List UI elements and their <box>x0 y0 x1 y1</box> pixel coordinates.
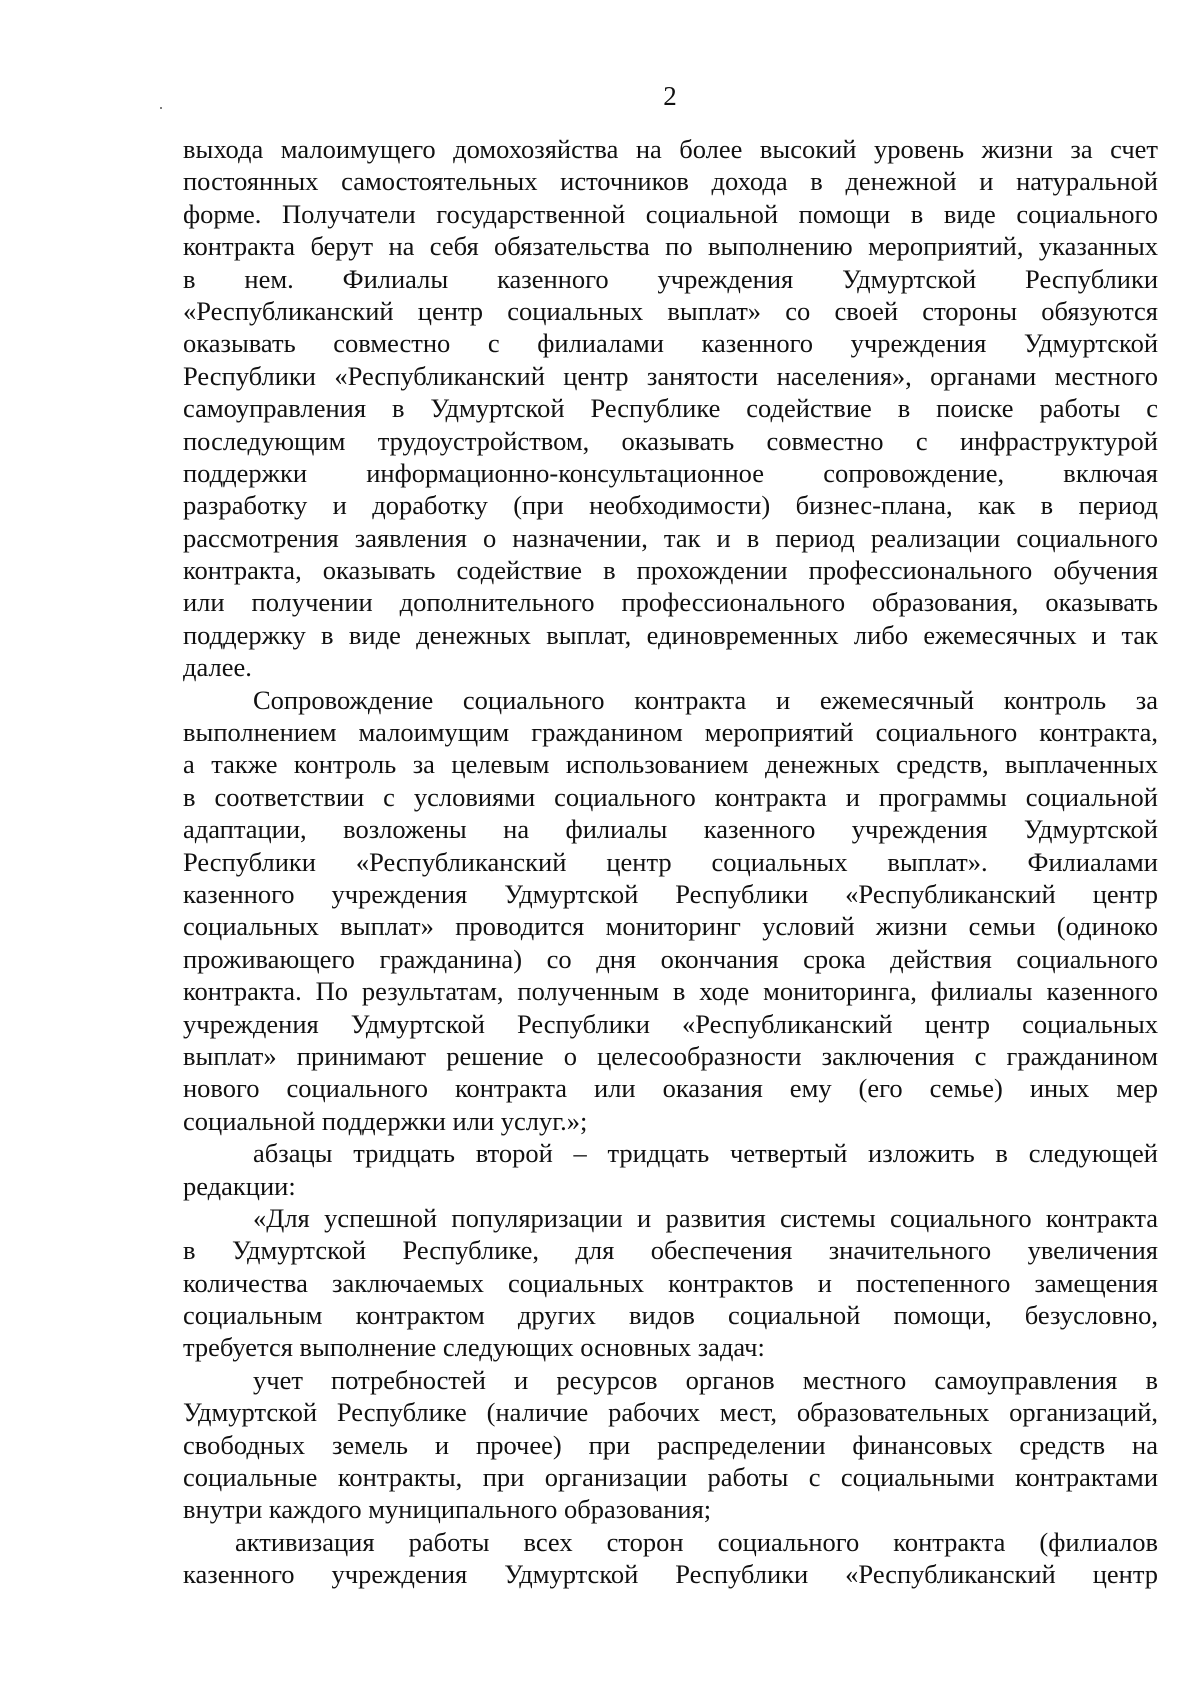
paragraph-amendment-instruction <box>183 1137 1158 1202</box>
text-line: контракта берут на себя обязательства по выполнению мероприятий, указанных <box>183 231 1158 262</box>
text-line: Сопровождение социального контракта и ежемесячный контроль за <box>253 684 1158 715</box>
text-line: поддержку в виде денежных выплат, единовременных либо ежемесячных и так <box>183 619 1158 650</box>
document-body <box>183 133 1158 1591</box>
paragraph-activation <box>183 1526 1158 1591</box>
text-line: нового социального контракта или оказания ему (его семье) иных мер <box>183 1073 1158 1104</box>
text-line: последующим трудоустройством, оказывать совместно с инфраструктурой <box>183 425 1158 456</box>
text-line: контракта. По результатам, полученным в ходе мониторинга, филиалы казенного <box>183 976 1158 1007</box>
text-line: оказывать совместно с филиалами казенного учреждения Удмуртской <box>183 328 1158 359</box>
text-line: свободных земель и прочее) при распределении финансовых средств на <box>183 1429 1158 1460</box>
text-line: «Для успешной популяризации и развития системы социального контракта <box>253 1202 1158 1233</box>
paragraph-contract-monitoring <box>183 684 1158 1137</box>
text-line: социальным контрактом других видов социальной помощи, безусловно, <box>183 1300 1158 1331</box>
text-line: редакции: <box>183 1170 296 1201</box>
text-line: в нем. Филиалы казенного учреждения Удмуртской Республики <box>183 263 1158 294</box>
text-line: «Республиканский центр социальных выплат» со своей стороны обязуются <box>183 295 1158 326</box>
text-line: в Удмуртской Республике, для обеспечения значительного увеличения <box>183 1235 1158 1266</box>
text-line: постоянных самостоятельных источников дохода в денежной и натуральной <box>183 166 1158 197</box>
text-line: самоуправления в Удмуртской Республике содействие в поиске работы с <box>183 393 1158 424</box>
text-line: выполнением малоимущим гражданином мероприятий социального контракта, <box>183 717 1158 748</box>
text-line: разработку и доработку (при необходимости) бизнес-плана, как в период <box>183 490 1158 521</box>
text-line: требуется выполнение следующих основных задач: <box>183 1332 765 1363</box>
text-line: рассмотрения заявления о назначении, так и в период реализации социального <box>183 522 1158 553</box>
text-line: количества заключаемых социальных контрактов и постепенного замещения <box>183 1267 1158 1298</box>
text-line: казенного учреждения Удмуртской Республики «Республиканский центр <box>183 878 1158 909</box>
text-line: учреждения Удмуртской Республики «Республиканский центр социальных <box>183 1008 1158 1039</box>
text-line: выплат» принимают решение о целесообразности заключения с гражданином <box>183 1040 1158 1071</box>
scan-speck <box>160 107 162 109</box>
text-line: далее. <box>183 652 252 683</box>
text-line: в соответствии с условиями социального контракта и программы социальной <box>183 781 1158 812</box>
text-line: Республики «Республиканский центр занятости населения», органами местного <box>183 360 1158 391</box>
text-line: социальных выплат» проводится мониторинг условий жизни семьи (одиноко <box>183 911 1158 942</box>
text-line: учет потребностей и ресурсов органов местного самоуправления в <box>253 1364 1158 1395</box>
text-line: или получении дополнительного профессионального образования, оказывать <box>183 587 1158 618</box>
text-line: проживающего гражданина) со дня окончания срока действия социального <box>183 943 1158 974</box>
text-line: форме. Получатели государственной социальной помощи в виде социального <box>183 198 1158 229</box>
text-line: Удмуртской Республике (наличие рабочих мест, образовательных организаций, <box>183 1397 1158 1428</box>
page-number: 2 <box>663 81 677 111</box>
text-line: а также контроль за целевым использованием денежных средств, выплаченных <box>183 749 1158 780</box>
paragraph-needs-accounting <box>183 1364 1158 1526</box>
text-line: социальные контракты, при организации работы с социальными контрактами <box>183 1462 1158 1493</box>
text-line: поддержки информационно-консультационное сопровождение, включая <box>183 457 1158 488</box>
text-line: казенного учреждения Удмуртской Республики «Республиканский центр <box>183 1559 1158 1590</box>
text-line: активизация работы всех сторон социального контракта (филиалов <box>235 1526 1158 1557</box>
text-line: адаптации, возложены на филиалы казенного учреждения Удмуртской <box>183 814 1158 845</box>
text-line: выхода малоимущего домохозяйства на более высокий уровень жизни за счет <box>183 134 1158 164</box>
text-line: Республики «Республиканский центр социальных выплат». Филиалами <box>183 846 1158 877</box>
text-line: социальной поддержки или услуг.»; <box>183 1105 588 1136</box>
paragraph-social-contract-obligations <box>183 133 1158 684</box>
text-line: контракта, оказывать содействие в прохождении профессионального обучения <box>183 555 1158 586</box>
paragraph-popularization <box>183 1202 1158 1364</box>
text-line: внутри каждого муниципального образования; <box>183 1494 712 1525</box>
text-line: абзацы тридцать второй – тридцать четвертый изложить в следующей <box>253 1138 1158 1169</box>
